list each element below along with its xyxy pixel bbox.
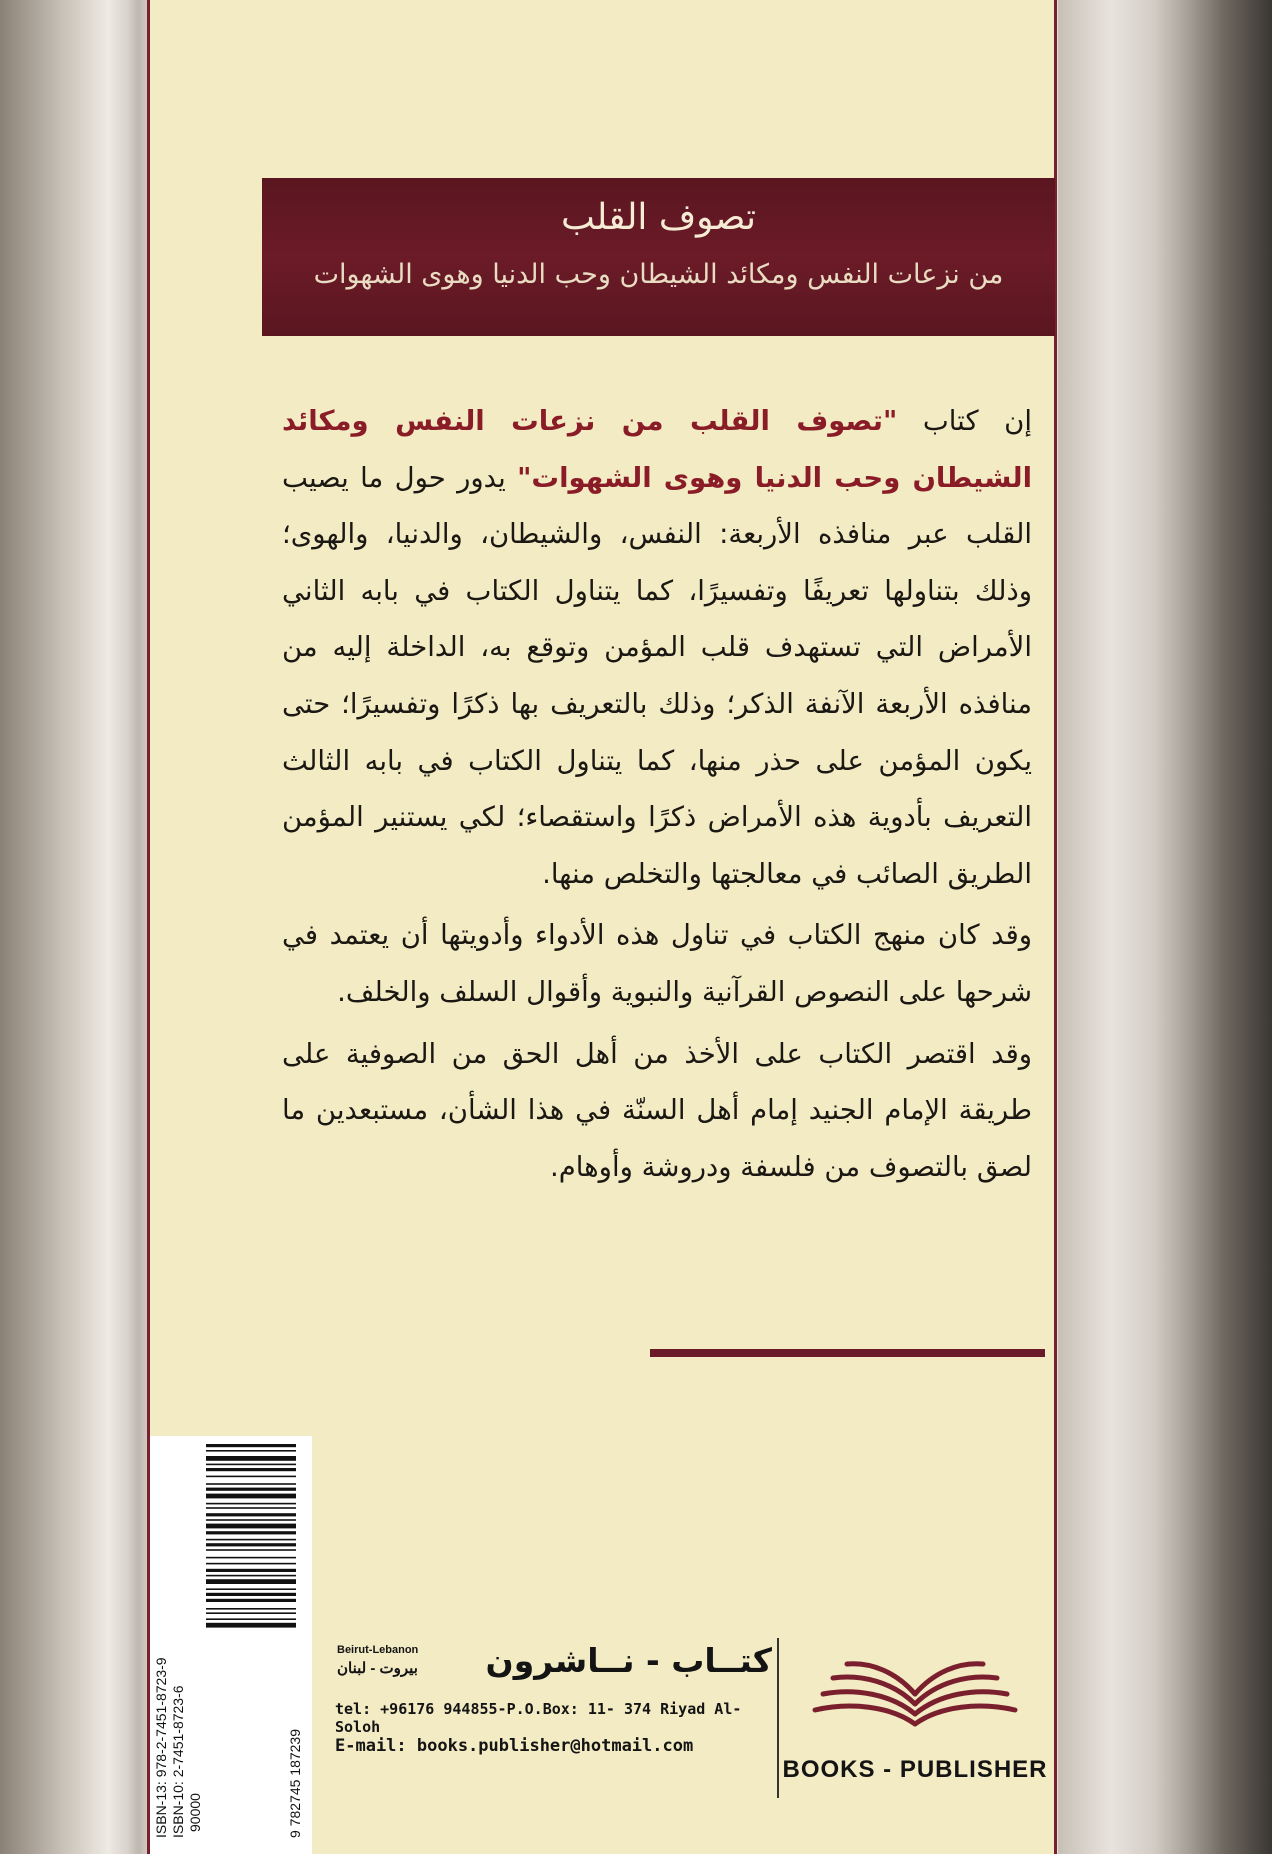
publisher-phone: tel: +96176 944855-P.O.Box: 11- 374 Riyad Al-Soloh [335, 1700, 742, 1736]
barcode-bar [206, 1476, 296, 1478]
barcode-bar [206, 1450, 296, 1452]
barcode-bar [206, 1456, 296, 1461]
barcode-bar [206, 1588, 296, 1590]
barcode-bar [206, 1549, 296, 1551]
barcode-bar [206, 1557, 296, 1559]
barcode-bar [206, 1524, 296, 1529]
barcode-graphic [150, 1436, 312, 1854]
barcode-bar [206, 1468, 296, 1471]
book-title: تصوف القلب [560, 197, 757, 238]
isbn-barcode [150, 1436, 312, 1854]
synopsis [282, 393, 1032, 1195]
barcode-bars [206, 1444, 296, 1628]
barcode-bar [206, 1618, 296, 1620]
divider-bar [650, 1349, 1045, 1357]
synopsis-paragraph-1 [282, 393, 1032, 902]
barcode-bar [206, 1599, 296, 1602]
publisher-logo [775, 1644, 1055, 1794]
barcode-bar [206, 1543, 296, 1546]
book-subtitle: من نزعات النفس ومكائد الشيطان وحب الدنيا وهوى الشهوات [313, 259, 1004, 290]
barcode-bar [206, 1488, 296, 1491]
barcode-bar [206, 1563, 296, 1565]
publisher-block [335, 1636, 1055, 1854]
isbn13-text: ISBN-13: 978-2-7451-8723-9 [153, 1657, 169, 1838]
publisher-email: E-mail: books.publisher@hotmail.com [335, 1736, 694, 1756]
publisher-name-en: BOOKS - PUBLISHER [782, 1756, 1048, 1783]
synopsis-paragraph-3: وقد اقتصر الكتاب على الأخذ من أهل الحق من الصوفية على طريقة الإمام الجنيد إمام أهل السنّة في هذا الشأن، مستبعدين ما لصق بالتصوف من فلسفة ودروشة وأوهام. [282, 1037, 1032, 1183]
barcode-bar [206, 1575, 296, 1577]
barcode-bar [206, 1494, 296, 1499]
barcode-bar [206, 1608, 296, 1610]
barcode-bar [206, 1513, 296, 1516]
barcode-bar [206, 1483, 296, 1485]
synopsis-paragraph-2: وقد كان منهج الكتاب في تناول هذه الأدواء وأدويتها أن يعتمد في شرحها على النصوص القرآنية والنبوية وأقوال السلف والخلف. [282, 919, 1032, 1008]
barcode-bar [206, 1531, 296, 1534]
highlighted-title: "تصوف القلب من نزعات النفس ومكائد الشيطان وحب الدنيا وهوى الشهوات" [282, 405, 1032, 494]
barcode-digits: 9 782745 187239 [287, 1729, 303, 1838]
price-code: 90000 [187, 1793, 203, 1832]
isbn10-text: ISBN-10: 2-7451-8723-6 [170, 1685, 186, 1838]
publisher-city [337, 1642, 447, 1680]
publisher-name-ar: كتــاب - نــاشرون [485, 1641, 772, 1680]
paragraph-1-rest: يدور حول ما يصيب القلب عبر منافذه الأربعة: النفس، والشيطان، والدنيا، والهوى؛ وذلك بتناولها تعريفًا وتفسيرًا، كما يتناول الكتاب في بابه الثاني الأمراض التي تستهدف قلب المؤمن وتوقع به، الداخلة إليه من منافذه الأربعة الآنفة الذكر؛ وذلك بالتعريف بها ذكرًا وتفسيرًا؛ حتى يكون المؤمن على حذر منها، كما يتناول الكتاب في بابه الثالث التعريف بأدوية هذه الأمراض ذكرًا واستقصاء؛ لكي يستنير المؤمن الطريق الصائب في معالجتها والتخلص منها. [282, 461, 1032, 890]
open-book-icon [795, 1644, 1035, 1744]
city-ar: بيروت - لبنان [337, 1660, 418, 1677]
barcode-bar [206, 1579, 296, 1584]
barcode-bar [206, 1623, 296, 1628]
barcode-bar [206, 1464, 296, 1466]
barcode-bar [206, 1507, 296, 1509]
barcode-bar [206, 1444, 296, 1447]
intro-text: إن كتاب [897, 405, 1032, 437]
city-en: Beirut-Lebanon [337, 1644, 419, 1656]
barcode-bar [206, 1569, 296, 1572]
barcode-bar [206, 1593, 296, 1596]
background-frame-right [1058, 0, 1272, 1854]
barcode-bar [206, 1519, 296, 1521]
barcode-bar [206, 1612, 296, 1614]
barcode-bar [206, 1503, 296, 1505]
barcode-bar [206, 1539, 296, 1541]
title-band [262, 178, 1055, 336]
